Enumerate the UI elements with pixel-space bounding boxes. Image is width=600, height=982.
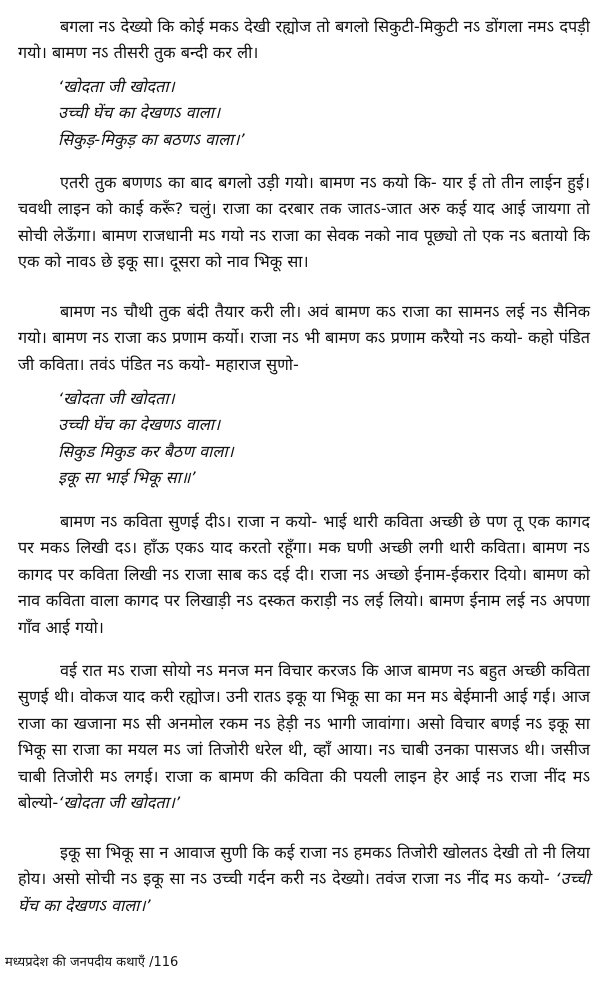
paragraph-6-quote: ‘उच्ची घेंच का देखणऽ वाला।’: [18, 869, 590, 915]
verse-1-line-1: ‘खोदता जी खोदता।: [58, 77, 175, 96]
paragraph-5-text: वई रात मऽ राजा सोयो नऽ मनज मन विचार करजऽ कि आज बामण नऽ बहुत अच्छी कविता सुणई थी। वोकज याद करी रह्योज। उनी रातऽ इकू या भिकू सा का मन मऽ बेईमानी आई गई। आज राजा का खजाना मऽ सी अनमोल रकम नऽ हेड़ी नऽ भागी जावांगा। असो विचार बणई नऽ इकू सा भिकू सा राजा का मयल मऽ जां तिजोरी धरेल थी, व्हाँ आया। नऽ चाबी उनका पासजऽ थी। जसीज चाबी तिजोरी मऽ लगई। राजा क बामण की कविता की पयली लाइन हेर आई नऽ राजा नींद मऽ बोल्यो-: [18, 661, 590, 813]
verse-1: [58, 74, 578, 153]
verse-2-line-3: सिकुड मिकुड कर बैठण वाला।: [58, 441, 234, 461]
paragraph-6-text: इकू सा भिकू सा न आवाज सुणी कि कई राजा नऽ हमकऽ तिजोरी खोलतऽ देखी तो नी लिया होय। असो सोची नऽ इकू सा नऽ उच्ची गर्दन करी नऽ देख्यो। तवंज राजा नऽ नींद मऽ कयो-: [18, 843, 590, 889]
verse-2-line-2: उच्ची घेंच का देखणऽ वाला।: [58, 415, 221, 435]
paragraph-2: एतरी तुक बणणऽ का बाद बगलो उड़ी गयो। बामण नऽ कयो कि- यार ई तो तीन लाईन हुई। चवथी लाइन को काई करूँ? चलुं। राजा का दरबार तक जातऽ-जात अरु कई याद आई जायगा तो सोची लेऊँगा। बामण राजधानी मऽ गयो नऽ राजा का सेवक नको नाव पूछ्यो तो एक नऽ बतायो कि एक को नावऽ छे इकू सा। दूसरा को नाव भिकू सा।: [18, 173, 590, 272]
paragraph-6: [18, 840, 590, 919]
paragraph-3: बामण नऽ चौथी तुक बंदी तैयार करी ली। अवं बामण कऽ राजा का सामनऽ लई नऽ सैनिक गयो। बामण नऽ राजा कऽ प्रणाम कर्यो। राजा नऽ भी बामण कऽ प्रणाम करैयो नऽ कयो- कहो पंडित जी कविता। तवंऽ पंडित नऽ कयो- महाराज सुणो-: [18, 302, 590, 374]
verse-2-line-1: ‘खोदता जी खोदता।: [58, 389, 175, 408]
page-footer: मध्यप्रदेश की जनपदीय कथाएँ /116: [5, 955, 179, 970]
verse-2: [58, 386, 578, 492]
verse-2-line-4: इकू सा भाई भिकू सा॥’: [58, 468, 196, 488]
verse-1-line-3: सिकुड़-मिकुड़ का बठणऽ वाला।’: [58, 129, 245, 149]
paragraph-4: बामण नऽ कविता सुणई दीऽ। राजा न कयो- भाई थारी कविता अच्छी छे पण तू एक कागद पर मकऽ लिखी दऽ। हाँऊ एकऽ याद करतो रहूँगा। मक घणी अच्छी लगी थारी कविता। बामण नऽ कागद पर कविता लिखी नऽ राजा साब कऽ दई दी। राजा नऽ अच्छो ईनाम-ईकरार दियो। बामण को नाव कविता वाला कागद पर लिखाड़ी नऽ दस्कत कराड़ी नऽ लई लियो। बामण ईनाम लई नऽ अपणा गाँव आई गयो।: [18, 512, 590, 637]
paragraph-1: बगला नऽ देख्यो कि कोई मकऽ देखी रह्योज तो बगलो सिकुटी-मिकुटी नऽ डोंगला नमऽ दपड़ी गयो। बामण नऽ तीसरी तुक बन्दी कर ली।: [18, 17, 590, 63]
verse-1-line-2: उच्ची घेंच का देखणऽ वाला।: [58, 103, 221, 123]
paragraph-5: [18, 658, 590, 816]
paragraph-5-quote: ‘खोदता जी खोदता।’: [58, 793, 181, 813]
